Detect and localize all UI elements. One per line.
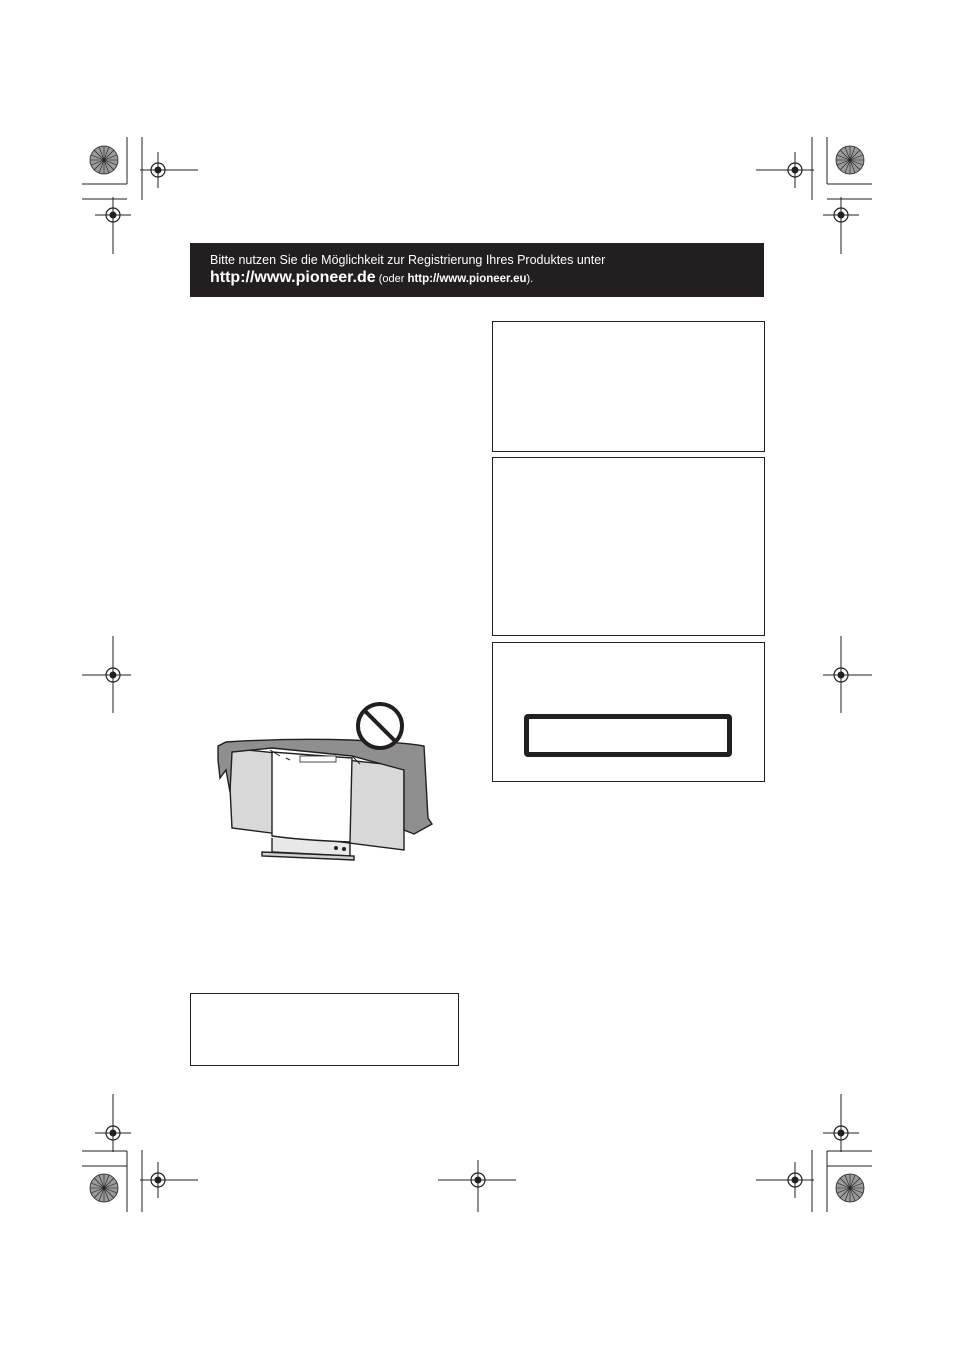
banner-suffix: ). xyxy=(526,273,534,285)
url-pioneer-de[interactable]: http://www.pioneer.de xyxy=(210,269,376,286)
starburst-icon xyxy=(836,1174,864,1202)
banner-line-1: Bitte nutzen Sie die Möglichkeit zur Registrierung Ihres Produktes unter xyxy=(210,253,606,267)
banner-oder-text: (oder xyxy=(375,273,408,285)
corner-mark-bottom-right xyxy=(756,1094,872,1212)
bottom-center-mark xyxy=(438,1160,516,1212)
corner-mark-top-left xyxy=(82,137,198,254)
side-mark-left xyxy=(82,636,131,713)
starburst-icon xyxy=(90,146,118,174)
url-pioneer-eu[interactable]: http://www.pioneer.eu xyxy=(407,273,527,285)
corner-mark-top-right xyxy=(756,137,872,254)
starburst-icon xyxy=(836,146,864,174)
corner-mark-bottom-left xyxy=(82,1094,198,1212)
starburst-icon xyxy=(90,1174,118,1202)
side-mark-right xyxy=(823,636,872,713)
